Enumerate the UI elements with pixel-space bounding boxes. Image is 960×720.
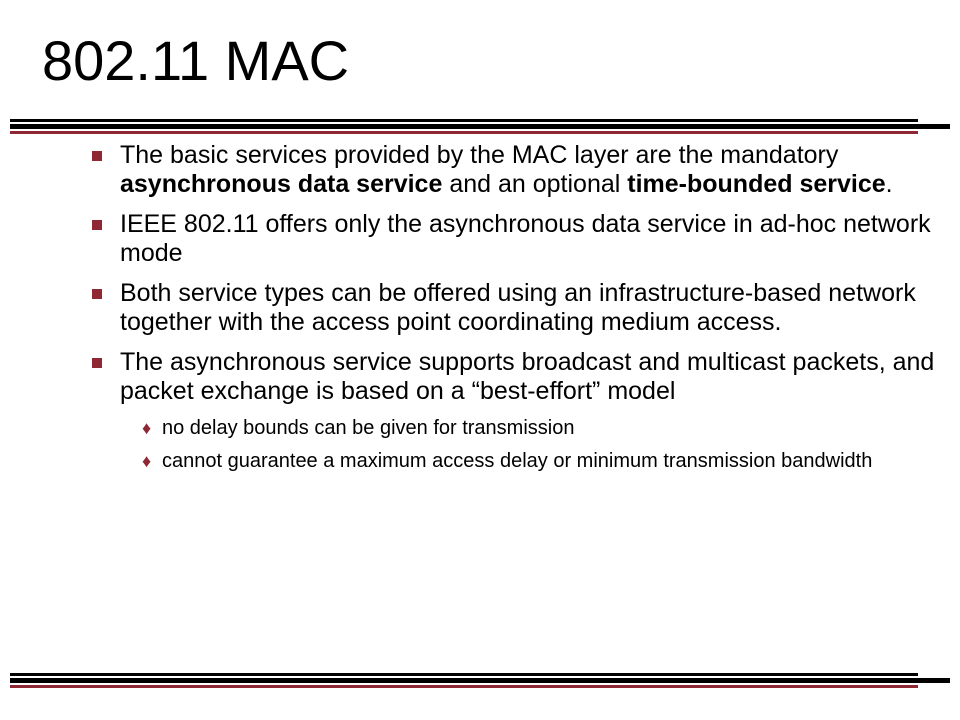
- slide-title: 802.11 MAC: [42, 29, 350, 92]
- bullet-text: The basic services provided by the MAC layer are the mandatory asynchronous data service and an optional time-bounded service.: [120, 141, 893, 198]
- square-bullet-icon: [92, 151, 102, 161]
- bullet-basic-services: [92, 141, 942, 199]
- bullet-text: The asynchronous service supports broadcast and multicast packets, and packet exchange is based on a “best-effort” model: [120, 348, 935, 405]
- subbullet-no-delay: [92, 417, 942, 440]
- square-bullet-icon: [92, 289, 102, 299]
- subbullet-text: no delay bounds can be given for transmission: [162, 417, 575, 439]
- slide-body: [92, 141, 942, 487]
- bullet-text: IEEE 802.11 offers only the asynchronous data service in ad-hoc network mode: [120, 210, 931, 267]
- bullet-adhoc: [92, 210, 942, 268]
- square-bullet-icon: [92, 358, 102, 368]
- emphasis-time-bounded: time-bounded service: [627, 170, 886, 198]
- bullet-text: Both service types can be offered using an infrastructure-based network together with the access point coordinating medium access.: [120, 279, 916, 336]
- bullet-infrastructure: [92, 279, 942, 337]
- diamond-bullet-icon: ♦: [142, 418, 152, 438]
- bullet-async-service: [92, 348, 942, 406]
- emphasis-async: asynchronous data service: [120, 170, 443, 198]
- subbullet-no-guarantee: [92, 450, 942, 473]
- footer-divider: [10, 673, 950, 688]
- title-divider: [10, 119, 950, 134]
- square-bullet-icon: [92, 220, 102, 230]
- subbullet-text: cannot guarantee a maximum access delay or minimum transmission bandwidth: [162, 450, 873, 472]
- diamond-bullet-icon: ♦: [142, 451, 152, 471]
